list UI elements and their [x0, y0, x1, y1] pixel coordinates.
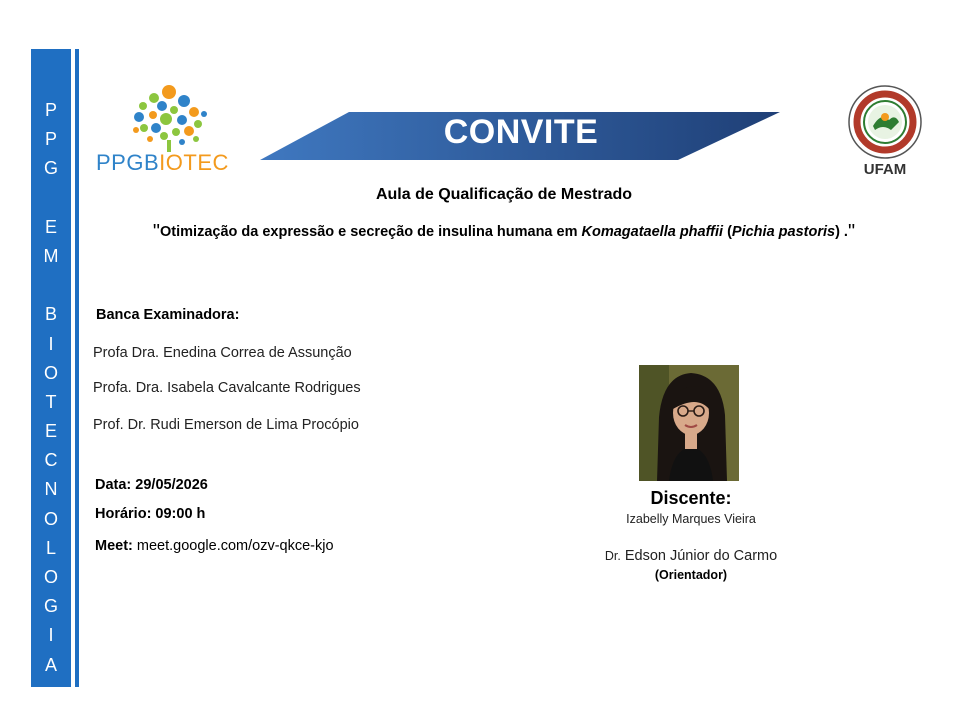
sidebar-letter: M: [43, 245, 59, 266]
advisor-name: [566, 548, 816, 564]
meet-link[interactable]: meet.google.com/ozv-qkce-kjo: [136, 538, 334, 554]
ppgbiotec-logo: [96, 84, 246, 184]
sidebar-vertical-text: [31, 96, 71, 680]
thesis-synonym: Pichia pastoris: [731, 224, 836, 240]
advisor-prefix: Dr.: [604, 549, 621, 563]
time-text: Horário: 09:00 h: [95, 506, 206, 522]
sidebar-letter: I: [48, 625, 54, 646]
sidebar-letter: P: [44, 129, 57, 150]
logo-text-suffix: OTEC: [165, 150, 229, 175]
thesis-title: [148, 220, 860, 245]
event-meet: [95, 538, 334, 554]
sidebar-letter: G: [43, 596, 58, 617]
advisor-role: (Orientador): [654, 568, 728, 582]
sidebar-letter: B: [44, 304, 57, 325]
banner-title: CONVITE: [443, 113, 599, 151]
convite-banner: [258, 110, 784, 162]
sidebar-letter: O: [43, 508, 58, 529]
board-heading: Banca Examinadora:: [96, 307, 240, 323]
sidebar-letter: G: [43, 158, 58, 179]
ufam-label: UFAM: [863, 161, 907, 178]
sidebar-letter: E: [44, 421, 57, 442]
sidebar-letter: L: [45, 537, 56, 558]
sidebar-letter: A: [44, 654, 57, 675]
open-quote: ": [152, 221, 161, 243]
meet-label: Meet:: [95, 538, 133, 554]
sidebar-letter: C: [44, 450, 58, 471]
sidebar-letter: O: [43, 567, 58, 587]
ufam-seal-icon: [845, 84, 925, 160]
thesis-text-c: ) .: [835, 224, 848, 240]
sidebar-letter: T: [45, 391, 57, 412]
sidebar-letter: I: [48, 333, 54, 354]
sidebar-letter: N: [44, 479, 58, 500]
ufam-logo: [845, 84, 925, 180]
logo-wordmark: [96, 150, 229, 176]
student-photo: [639, 365, 739, 481]
sidebar-letter: E: [44, 216, 57, 237]
thesis-text-b: (: [723, 224, 732, 240]
date-text: Data: 29/05/2026: [95, 477, 208, 493]
student-name: Izabelly Marques Vieira: [626, 512, 756, 526]
logo-text-middle: I: [159, 150, 166, 175]
student-heading: Discente:: [650, 488, 732, 508]
event-time: [95, 506, 205, 522]
sidebar-letter: P: [44, 100, 57, 120]
sidebar-divider-line: [75, 49, 79, 687]
sidebar-letter: O: [43, 362, 58, 383]
thesis-species: Komagataella phaffii: [581, 224, 724, 240]
event-subtitle: Aula de Qualificação de Mestrado: [375, 186, 633, 203]
thesis-text-a: Otimização da expressão e secreção de insulina humana em: [160, 224, 582, 240]
logo-text-prefix: PPGB: [96, 150, 160, 175]
close-quote: ": [847, 221, 856, 243]
board-member: Profa Dra. Enedina Correa de Assunção: [93, 345, 352, 361]
advisor-name-text: Edson Júnior do Carmo: [624, 548, 778, 564]
board-member: Prof. Dr. Rudi Emerson de Lima Procópio: [93, 417, 359, 433]
event-date: [95, 477, 208, 493]
board-member: Profa. Dra. Isabela Cavalcante Rodrigues: [93, 380, 361, 396]
sidebar-band: [31, 49, 71, 687]
tree-dots-icon: [96, 84, 246, 154]
